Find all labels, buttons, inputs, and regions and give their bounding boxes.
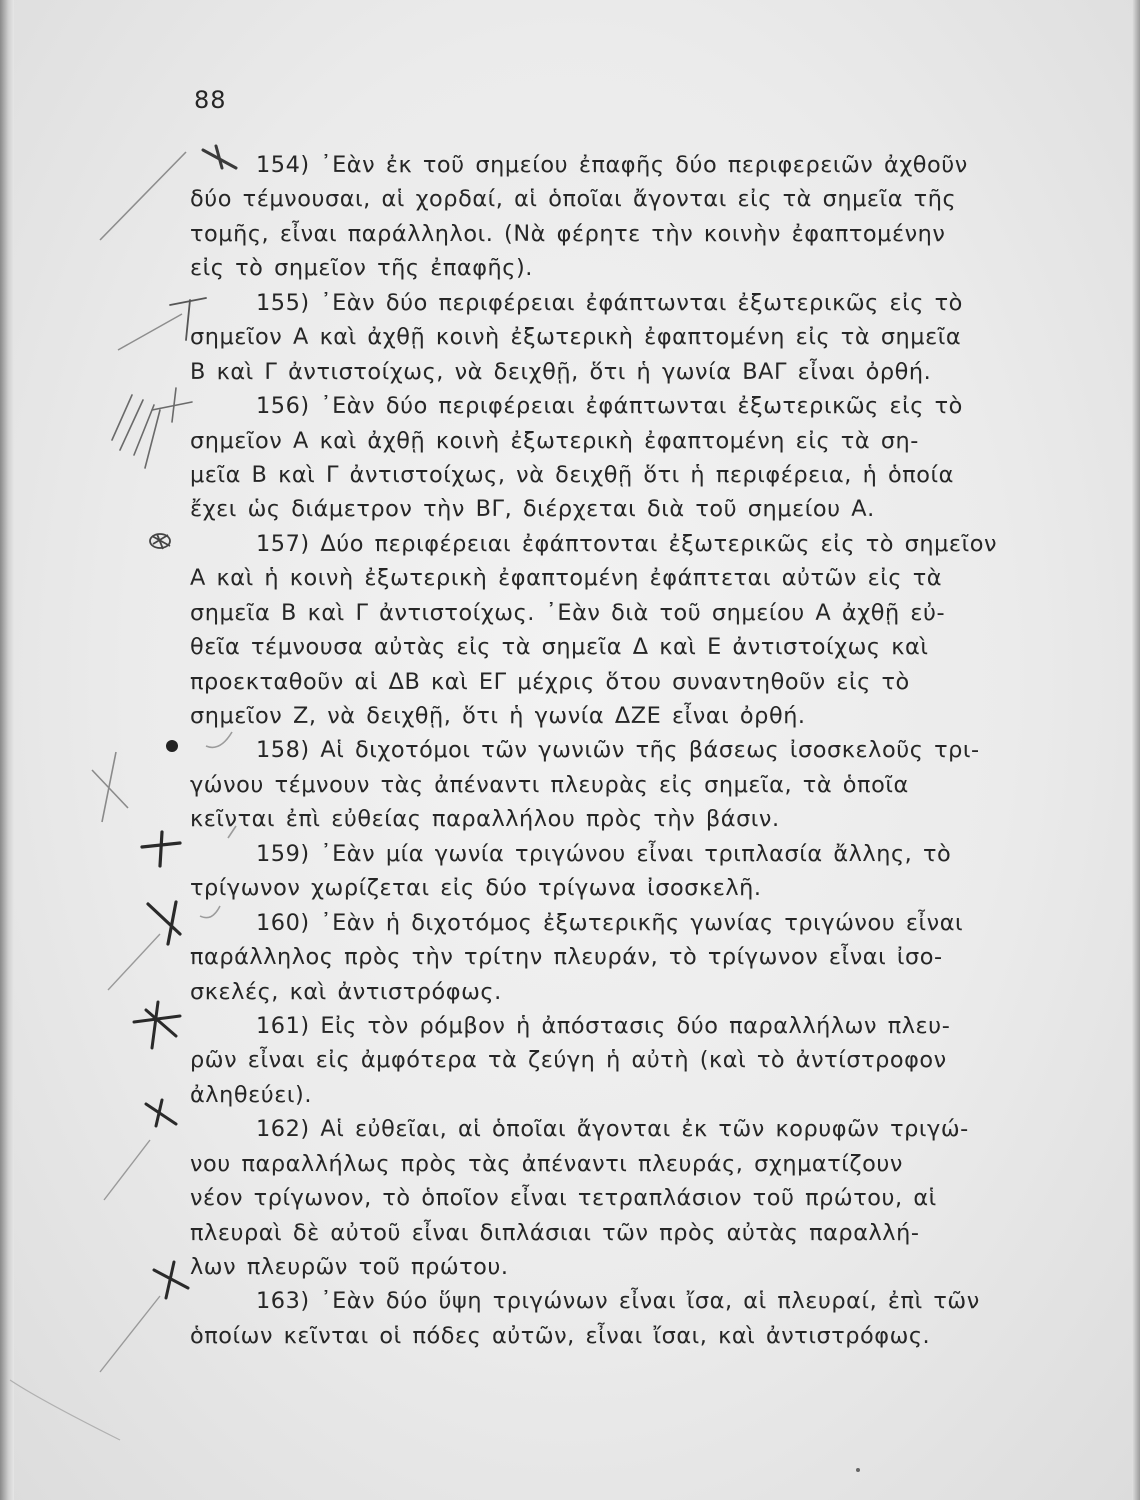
- ink-dot-mark: [166, 740, 178, 752]
- text-line: σημεῖον Ζ, νὰ δειχθῇ, ὅτι ἡ γωνία ΔΖΕ εἶναι ὀρθή.: [190, 703, 806, 729]
- text-line: τομῆς, εἶναι παράλληλοι. (Νὰ φέρητε τὴν κοινὴν ἐφαπτομένην: [190, 220, 946, 247]
- pencil-stroke: [100, 1296, 160, 1372]
- exercise-156: [190, 389, 1122, 527]
- paper-speck: [856, 1468, 860, 1472]
- text-line: μεῖα Β καὶ Γ ἀντιστοίχως, νὰ δειχθῇ ὅτι ἡ περιφέρεια, ἡ ὁποία: [190, 461, 954, 488]
- text-line: ἔχει ὡς διάμετρον τὴν ΒΓ, διέρχεται διὰ τοῦ σημείου Α.: [190, 496, 875, 523]
- text-line: γώνου τέμνουν τὰς ἀπέναντι πλευρὰς εἰς σημεῖα, τὰ ὁποῖα: [190, 771, 909, 798]
- text-line: 156) ᾽Εὰν δύο περιφέρειαι ἐφάπτωνται ἐξωτερικῶς εἰς τὸ: [256, 393, 963, 420]
- text-line: τρίγωνον χωρίζεται εἰς δύο τρίγωνα ἰσοσκελῆ.: [190, 875, 762, 902]
- text-line: εἰς τὸ σημεῖον τῆς ἐπαφῆς).: [190, 255, 533, 282]
- exercise-159: [190, 837, 1122, 906]
- pencil-stroke: [100, 152, 186, 240]
- text-line: 158) Αἱ διχοτόμοι τῶν γωνιῶν τῆς βάσεως ἰσοσκελοῦς τρι-: [256, 737, 980, 764]
- exercise-155: [190, 286, 1122, 389]
- pencil-stroke: [118, 314, 182, 350]
- ink-cross-mark: [134, 1002, 180, 1048]
- exercise-list: [190, 148, 1122, 1353]
- text-line: λων πλευρῶν τοῦ πρώτου.: [190, 1254, 509, 1280]
- text-line: 155) ᾽Εὰν δύο περιφέρειαι ἐφάπτωνται ἐξωτερικῶς εἰς τὸ: [256, 289, 963, 316]
- text-line: ρῶν εἶναι εἰς ἀμφότερα τὰ ζεύγη ἡ αὐτὴ (καὶ τὸ ἀντίστροφον: [190, 1047, 947, 1074]
- text-line: 162) Αἱ εὐθεῖαι, αἱ ὁποῖαι ἄγονται ἐκ τῶν κορυφῶν τριγώ-: [256, 1116, 969, 1143]
- page-edge-shadow: [1132, 0, 1140, 1500]
- text-line: σημεῖον Α καὶ ἀχθῇ κοινὴ ἐξωτερικὴ ἐφαπτομένη εἰς τὰ σημεῖα: [190, 324, 962, 351]
- text-line: 160) ᾽Εὰν ἡ διχοτόμος ἐξωτερικῆς γωνίας τριγώνου εἶναι: [256, 909, 964, 936]
- text-line: 163) ᾽Εὰν δύο ὕψη τριγώνων εἶναι ἴσα, αἱ πλευραί, ἐπὶ τῶν: [256, 1288, 980, 1315]
- exercise-163: [190, 1284, 1122, 1353]
- page-gutter-shadow: [0, 0, 14, 1500]
- text-line: 161) Εἰς τὸν ρόμβον ἡ ἀπόστασις δύο παραλλήλων πλευ-: [256, 1012, 951, 1039]
- page-number: 88: [194, 86, 227, 114]
- exercise-162: [190, 1112, 1122, 1284]
- exercise-160: [190, 906, 1122, 1009]
- pencil-stroke: [108, 934, 160, 990]
- text-line: κεῖνται ἐπὶ εὐθείας παραλλήλου πρὸς τὴν βάσιν.: [190, 806, 780, 833]
- ink-cross-mark: [142, 832, 180, 866]
- pencil-stroke: [104, 1140, 150, 1200]
- text-line: θεῖα τέμνουσα αὐτὰς εἰς τὰ σημεῖα Δ καὶ Ε ἀντιστοίχως καὶ: [190, 634, 929, 661]
- exercise-157: [190, 527, 1122, 734]
- text-line: σημεῖα Β καὶ Γ ἀντιστοίχως. ᾽Εὰν διὰ τοῦ σημείου Α ἀχθῇ εὐ-: [190, 599, 946, 626]
- text-line: νου παραλλήλως πρὸς τὰς ἀπέναντι πλευράς, σχηματίζουν: [190, 1150, 903, 1177]
- ink-cross-mark: [148, 902, 180, 944]
- text-line: δύο τέμνουσαι, αἱ χορδαί, αἱ ὁποῖαι ἄγονται εἰς τὰ σημεῖα τῆς: [190, 186, 957, 213]
- text-line: 154) ᾽Εὰν ἐκ τοῦ σημείου ἐπαφῆς δύο περιφερειῶν ἀχθοῦν: [256, 152, 968, 178]
- text-line: Β καὶ Γ ἀντιστοίχως, νὰ δειχθῇ, ὅτι ἡ γωνία ΒΑΓ εἶναι ὀρθή.: [190, 358, 932, 385]
- ink-cross-mark: [154, 1262, 188, 1298]
- exercise-158: [190, 733, 1122, 836]
- pencil-hatch-mark: [112, 388, 192, 468]
- text-line: Α καὶ ἡ κοινὴ ἐξωτερικὴ ἐφαπτομένη ἐφάπτεται αὐτῶν εἰς τὰ: [190, 565, 943, 592]
- text-line: ὁποίων κεῖνται οἱ πόδες αὐτῶν, εἶναι ἴσαι, καὶ ἀντιστρόφως.: [190, 1322, 931, 1349]
- text-line: νέον τρίγωνον, τὸ ὁποῖον εἶναι τετραπλάσιον τοῦ πρώτου, αἱ: [190, 1185, 937, 1212]
- text-line: 157) Δύο περιφέρειαι ἐφάπτονται ἐξωτερικῶς εἰς τὸ σημεῖον: [256, 530, 998, 557]
- text-line: σημεῖον Α καὶ ἀχθῇ κοινὴ ἐξωτερικὴ ἐφαπτομένη εἰς τὰ ση-: [190, 427, 919, 454]
- text-line: πλευραὶ δὲ αὐτοῦ εἶναι διπλάσιαι τῶν πρὸς αὐτὰς παραλλή-: [190, 1219, 920, 1246]
- text-line: παράλληλος πρὸς τὴν τρίτην πλευράν, τὸ τρίγωνον εἶναι ἰσο-: [190, 944, 943, 971]
- pencil-scribble-mark: [150, 534, 170, 549]
- text-line: προεκταθοῦν αἱ ΔΒ καὶ ΕΓ μέχρις ὅτου συναντηθοῦν εἰς τὸ: [190, 668, 910, 695]
- text-line: σκελές, καὶ ἀντιστρόφως.: [190, 978, 502, 1005]
- pencil-stroke: [10, 1380, 120, 1440]
- text-line: 159) ᾽Εὰν μία γωνία τριγώνου εἶναι τριπλασία ἄλλης, τὸ: [256, 840, 952, 867]
- exercise-161: [190, 1009, 1122, 1112]
- exercise-154: [190, 148, 1122, 286]
- ink-cross-mark: [146, 1100, 176, 1126]
- pencil-cross-mark: [92, 752, 128, 822]
- text-line: ἀληθεύει).: [190, 1081, 312, 1108]
